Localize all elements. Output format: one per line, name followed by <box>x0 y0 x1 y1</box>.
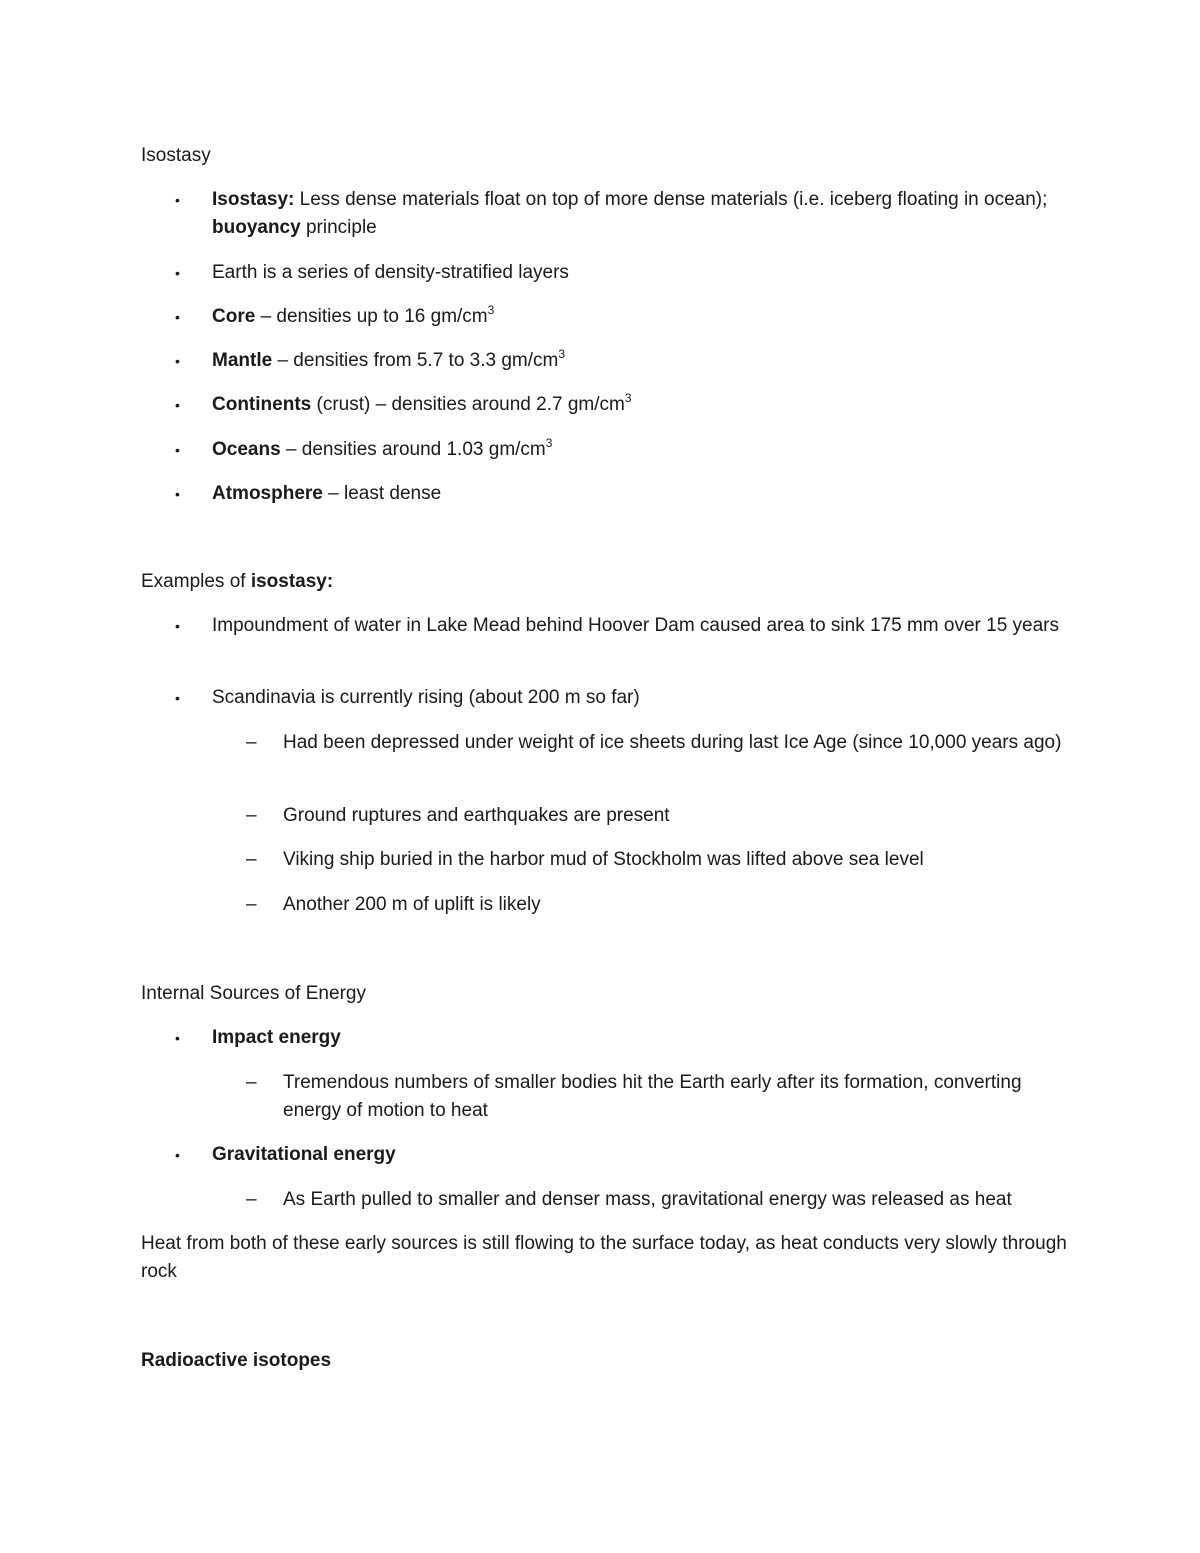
bullet-text: Earth is a series of density-stratified layers <box>212 262 569 283</box>
sub-item-text: As Earth pulled to smaller and denser mass, gravitational energy was released as heat <box>283 1189 1012 1210</box>
bullet-text: Mantle – densities from 5.7 to 3.3 $gm/cm^3$ <box>212 347 566 371</box>
section-heading-internal-energy: Internal Sources of Energy <box>141 983 366 1004</box>
bullet-text: Impoundment of water in Lake Mead behind Hoover Dam caused area to sink 175 mm over 15 years <box>212 615 1060 636</box>
bullet-icon: • <box>175 690 180 706</box>
bullet-text: Scandinavia is currently rising (about 200 m so far) <box>212 687 640 708</box>
section-heading-isostasy: Isostasy <box>141 145 211 166</box>
bullet-text: Core – densities up to 16 $gm/cm^3$ <box>212 303 495 327</box>
bullet-text: Atmosphere – least dense <box>212 483 442 504</box>
bullet-icon: • <box>175 265 180 281</box>
dash-icon: – <box>246 849 257 870</box>
sub-item-text: Ground ruptures and earthquakes are present <box>283 805 670 826</box>
bullet-icon: • <box>175 397 180 413</box>
section-heading-examples: Examples of isostasy: <box>141 571 334 592</box>
sub-item-text: Viking ship buried in the harbor mud of Stockholm was lifted above sea level <box>283 849 924 870</box>
dash-icon: – <box>246 805 257 826</box>
dash-icon: – <box>246 1189 257 1210</box>
dash-icon: – <box>246 894 257 915</box>
sub-item-text: Another 200 m of uplift is likely <box>283 894 541 915</box>
section-heading-radioactive: Radioactive isotopes <box>141 1350 332 1371</box>
bullet-text: Isostasy: Less dense materials float on top of more dense materials (i.e. iceberg floating in ocean); buoyancy principle <box>212 189 1048 238</box>
bullet-text: Oceans – densities around 1.03 $gm/cm^3$ <box>212 436 553 460</box>
bullet-icon: • <box>175 1030 180 1046</box>
bullet-text: Continents (crust) – densities around 2.7 $gm/cm^3$ <box>212 391 632 415</box>
bullet-icon: • <box>175 442 180 458</box>
bullet-icon: • <box>175 353 180 369</box>
bullet-icon: • <box>175 618 180 634</box>
bullet-icon: • <box>175 309 180 325</box>
sub-item-text: Tremendous numbers of smaller bodies hit the Earth early after its formation, converting energy of motion to heat <box>283 1072 1022 1121</box>
paragraph: Heat from both of these early sources is still flowing to the surface today, as heat conducts very slowly through rock <box>141 1233 1067 1282</box>
bullet-text: Gravitational energy <box>212 1144 396 1165</box>
dash-icon: – <box>246 1072 257 1093</box>
bullet-icon: • <box>175 192 180 208</box>
bullet-icon: • <box>175 1147 180 1163</box>
bullet-text: Impact energy <box>212 1027 341 1048</box>
bullet-icon: • <box>175 486 180 502</box>
sub-item-text: Had been depressed under weight of ice sheets during last Ice Age (since 10,000 years ago) <box>283 732 1062 753</box>
dash-icon: – <box>246 732 257 753</box>
